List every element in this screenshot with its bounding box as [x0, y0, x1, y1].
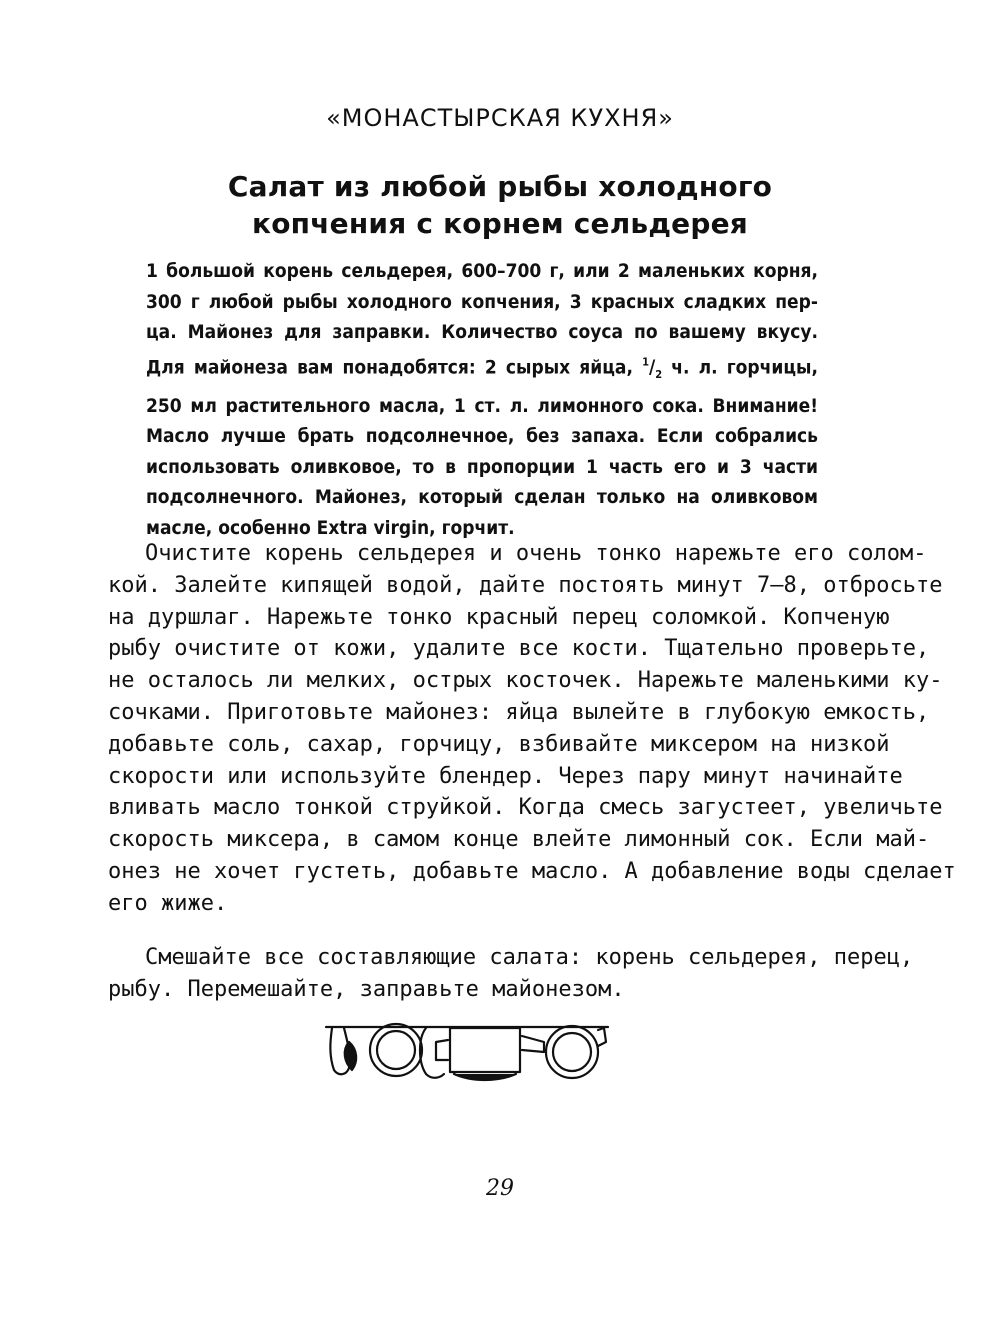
- fraction-numerator: 1: [642, 355, 649, 369]
- recipe-title-line-1: Салат из любой рыбы холодного: [227, 170, 773, 203]
- ingredients-line: Масло лучше брать подсолнечное, без запаха. Если собрались: [146, 425, 818, 448]
- ingredients-line: 1 большой корень сельдерея, 600–700 г, или 2 маленьких корня,: [146, 260, 818, 282]
- instructions-paragraph-2: [108, 942, 914, 1006]
- pan-handle-icon: [522, 1036, 544, 1052]
- running-head: «МОНАСТЫРСКАЯ КУХНЯ»: [326, 104, 674, 132]
- paragraph-line: скорости или используйте блендер. Через пару минут начинайте: [108, 763, 903, 789]
- kitchen-shelf-illustration: [322, 1020, 612, 1085]
- ingredients-line: подсолнечного. Майонез, который сделан только на оливковом: [146, 486, 818, 509]
- leaf-icon: [345, 1042, 356, 1070]
- paragraph-line: сочками. Приготовьте майонез: яйца вылейте в глубокую емкость,: [108, 699, 930, 725]
- fraction-half: [642, 355, 663, 381]
- instructions-paragraph-1: [108, 538, 956, 920]
- paragraph-line: его жиже.: [108, 890, 228, 916]
- lid-icon: [420, 1028, 444, 1078]
- paragraph-line: скорость миксера, в самом конце влейте лимонный сок. Если май-: [108, 827, 930, 853]
- paragraph-line: Очистите корень сельдерея и очень тонко нарежьте его солом-: [145, 541, 927, 566]
- ingredients-line: [146, 348, 818, 391]
- paragraph-line: на дуршлаг. Нарежьте тонко красный перец соломкой. Копченую: [108, 604, 890, 630]
- page-number: 29: [486, 1176, 514, 1201]
- fraction-denominator: 2: [655, 367, 663, 381]
- ingredients-line-part: Для майонеза вам понадобятся: 2 сырых яйца,: [146, 356, 633, 379]
- paragraph-line: кой. Залейте кипящей водой, дайте постоять минут 7–8, отбросьте: [108, 572, 943, 598]
- ingredients-line: использовать оливковое, то в пропорции 1 часть его и 3 части: [146, 455, 818, 478]
- ingredients-line: масле, особенно Extra virgin, горчит.: [146, 516, 515, 539]
- paragraph-line: рыбу очистите от кожи, удалите все кости. Тщательно проверьте,: [108, 636, 930, 662]
- ingredients-line-part: ч. л. горчицы,: [671, 356, 818, 379]
- fraction-slash: /: [648, 356, 656, 379]
- paragraph-line: онез не хочет густеть, добавьте масло. А добавление воды сделает: [108, 858, 956, 884]
- paragraph-line: рыбу. Перемешайте, заправьте майонезом.: [108, 976, 625, 1002]
- paragraph-line: добавьте соль, сахар, горчицу, взбивайте миксером на низкой: [108, 731, 890, 757]
- ingredients-line: 250 мл растительного масла, 1 ст. л. лимонного сока. Внимание!: [146, 394, 818, 417]
- ingredients-line: 300 г любой рыбы холодного копчения, 3 красных сладких пер-: [146, 290, 818, 313]
- ingredients-line: ца. Майонез для заправки. Количество соуса по вашему вкусу.: [146, 321, 818, 344]
- recipe-title-line-2: копчения с корнем сельдерея: [252, 207, 748, 240]
- paragraph-line: не осталось ли мелких, острых косточек. Нарежьте маленькими ку-: [108, 668, 943, 694]
- ingredients-block: [146, 256, 818, 543]
- pot-icon: [450, 1028, 520, 1072]
- recipe-title: [0, 168, 1000, 242]
- paragraph-line: Смешайте все составляющие салата: корень сельдерея, перец,: [145, 945, 914, 970]
- paragraph-line: вливать масло тонкой струйкой. Когда смесь загустеет, увеличьте: [108, 795, 943, 821]
